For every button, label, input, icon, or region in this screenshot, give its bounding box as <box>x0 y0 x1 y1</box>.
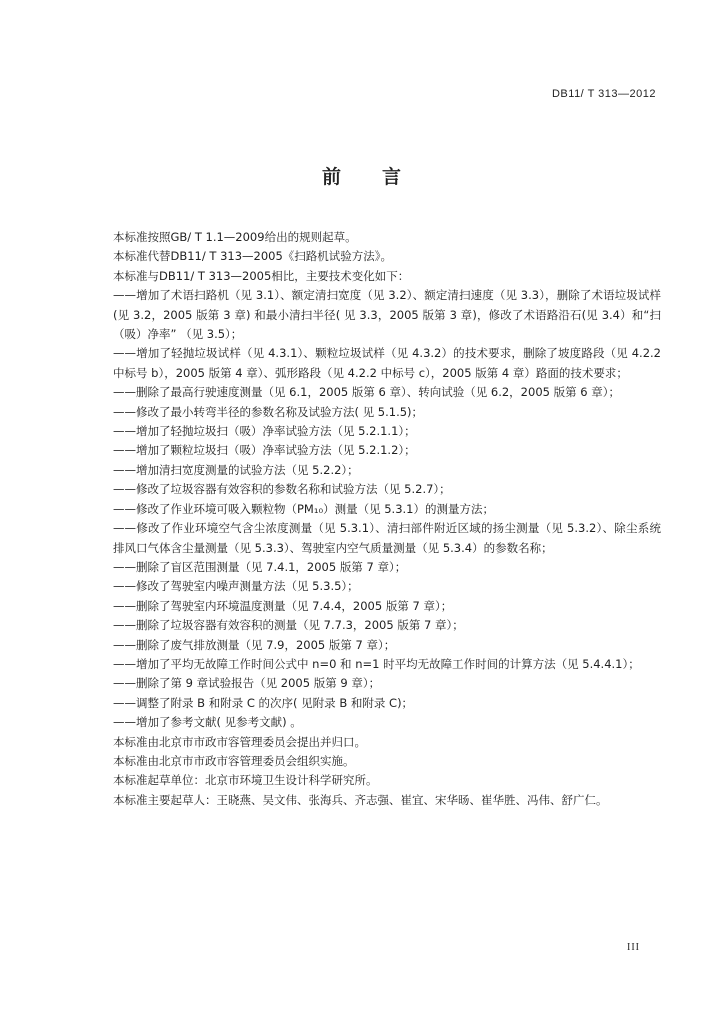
change-item: ——增加了颗粒垃圾扫（吸）净率试验方法（见 5.2.1.2）； <box>113 443 416 458</box>
change-item: ——增加清扫宽度测量的试验方法（见 5.2.2）； <box>113 462 359 477</box>
change-item: ——删除了垃圾容器有效容积的测量（见 7.7.3，2005 版第 7 章）； <box>113 618 464 633</box>
change-item: ——调整了附录 B 和附录 C 的次序( 见附录 B 和附录 C)； <box>113 695 414 710</box>
change-item: ——修改了最小转弯半径的参数名称及试验方法( 见 5.1.5)； <box>113 404 424 419</box>
change-item: ——增加了参考文献( 见参考文献) 。 <box>113 715 302 730</box>
paragraph: 本标准主要起草人：王晓燕、吴文伟、张海兵、齐志强、崔宜、宋华旸、崔华胜、冯伟、舒广仁。 <box>113 792 608 807</box>
change-item: ——修改了作业环境可吸入颗粒物（PM₁₀）测量（见 5.3.1）的测量方法； <box>113 501 494 516</box>
page-title <box>0 162 724 189</box>
change-item: ——删除了第 9 章试验报告（见 2005 版第 9 章）； <box>113 676 381 691</box>
change-item: ——删除了最高行驶速度测量（见 6.1，2005 版第 6 章）、转向试验（见 6.2，2005 版第 6 章）； <box>113 385 620 400</box>
foreword-body <box>113 228 661 810</box>
change-item: ——增加了平均无故障工作时间公式中 n=0 和 n=1 时平均无故障工作时间的计算方法（见 5.4.4.1）； <box>113 656 640 671</box>
change-item: ——删除了驾驶室内环境温度测量（见 7.4.4，2005 版第 7 章）； <box>113 598 453 613</box>
change-item: ——删除了盲区范围测量（见 7.4.1，2005 版第 7 章）； <box>113 559 407 574</box>
paragraph: 本标准代替DB11/ T 313—2005《扫路机试验方法》。 <box>113 249 393 264</box>
change-item: ——增加了轻抛垃圾扫（吸）净率试验方法（见 5.2.1.1）； <box>113 424 416 439</box>
page-number: III <box>627 942 640 953</box>
paragraph: 本标准起草单位：北京市环境卫生设计科学研究所。 <box>113 773 378 788</box>
paragraph: 本标准按照GB/ T 1.1—2009给出的规则起草。 <box>113 230 357 244</box>
document-code-header: DB11/ T 313—2012 <box>551 88 656 100</box>
paragraph: 本标准由北京市市政市容管理委员会提出并归口。 <box>113 734 366 749</box>
change-item: ——修改了垃圾容器有效容积的参数名称和试验方法（见 5.2.7）； <box>113 482 451 497</box>
title-char-right: 言 <box>382 166 403 188</box>
change-item: ——增加了术语扫路机（见 3.1）、额定清扫宽度（见 3.2）、额定清扫速度（见 3.3），删除了术语垃圾试样(见 3.2，2005 版第 3 章) 和最小清扫半径( 见 3.3，2005 版第 3 章)，修改了术语路沿石(见 3.4）和“扫（吸）净率” （见 3.5）； <box>113 288 661 342</box>
paragraph: 本标准与DB11/ T 313—2005相比，主要技术变化如下： <box>113 268 410 283</box>
change-item: ——修改了驾驶室内噪声测量方法（见 5.3.5）； <box>113 579 359 594</box>
change-item: ——增加了轻抛垃圾试样（见 4.3.1）、颗粒垃圾试样（见 4.3.2）的技术要求，删除了坡度路段（见 4.2.2 中标号 b），2005 版第 4 章）、弧形路段（见 4.2.2 中标号 c），2005 版第 4 章）路面的技术要求； <box>113 346 661 380</box>
paragraph: 本标准由北京市市政市容管理委员会组织实施。 <box>113 753 355 768</box>
change-item: ——修改了作业环境空气含尘浓度测量（见 5.3.1）、清扫部件附近区域的扬尘测量（见 5.3.2）、除尘系统排风口气体含尘量测量（见 5.3.3）、驾驶室内空气质量测量（见 5.3.4）的参数名称； <box>113 521 661 555</box>
title-char-left: 前 <box>321 166 342 188</box>
change-item: ——删除了废气排放测量（见 7.9，2005 版第 7 章）； <box>113 637 396 652</box>
